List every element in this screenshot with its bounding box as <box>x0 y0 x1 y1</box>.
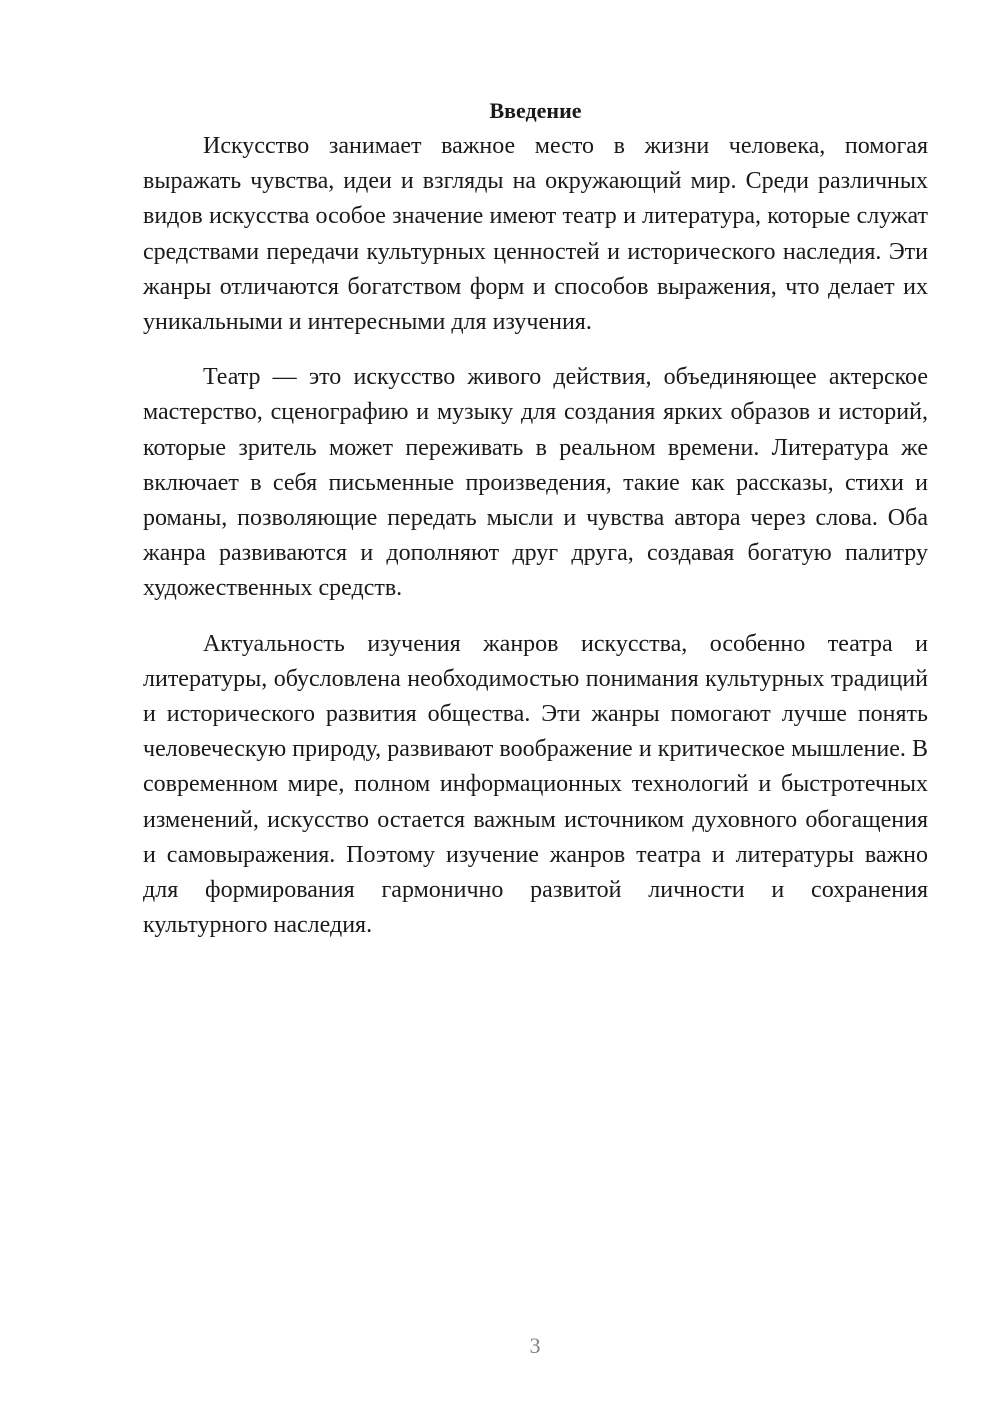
section-heading: Введение <box>489 98 582 123</box>
page-number: 3 <box>529 1333 541 1358</box>
paragraph-3: Актуальность изучения жанров искусства, особенно театра и литературы, обусловлена необходимостью понимания культурных традиций и исторического развития общества. Эти жанры помогают лучше понять человеческую природу, развивают воображение и критическое мышление. В современном мире, полном информационных технологий и быстротечных изменений, искусство остается важным источником духовного обогащения и самовыражения. Поэтому изучение жанров театра и литературы важно для формирования гармонично развитой личности и сохранения культурного наследия. <box>143 630 928 939</box>
page-content <box>143 93 928 963</box>
paragraph-2: Театр — это искусство живого действия, объединяющее актерское мастерство, сценографию и музыку для создания ярких образов и историй, которые зритель может переживать в реальном времени. Литература же включает в себя письменные произведения, такие как рассказы, стихи и романы, позволяющие передать мысли и чувства автора через слова. Оба жанра развиваются и дополняют друг друга, создавая богатую палитру художественных средств. <box>143 364 928 602</box>
paragraph-1: Искусство занимает важное место в жизни человека, помогая выражать чувства, идеи и взгляды на окружающий мир. Среди различных видов искусства особое значение имеют театр и литература, которые служат средствами передачи культурных ценностей и исторического наследия. Эти жанры отличаются богатством форм и способов выражения, что делает их уникальными и интересными для изучения. <box>143 133 928 336</box>
